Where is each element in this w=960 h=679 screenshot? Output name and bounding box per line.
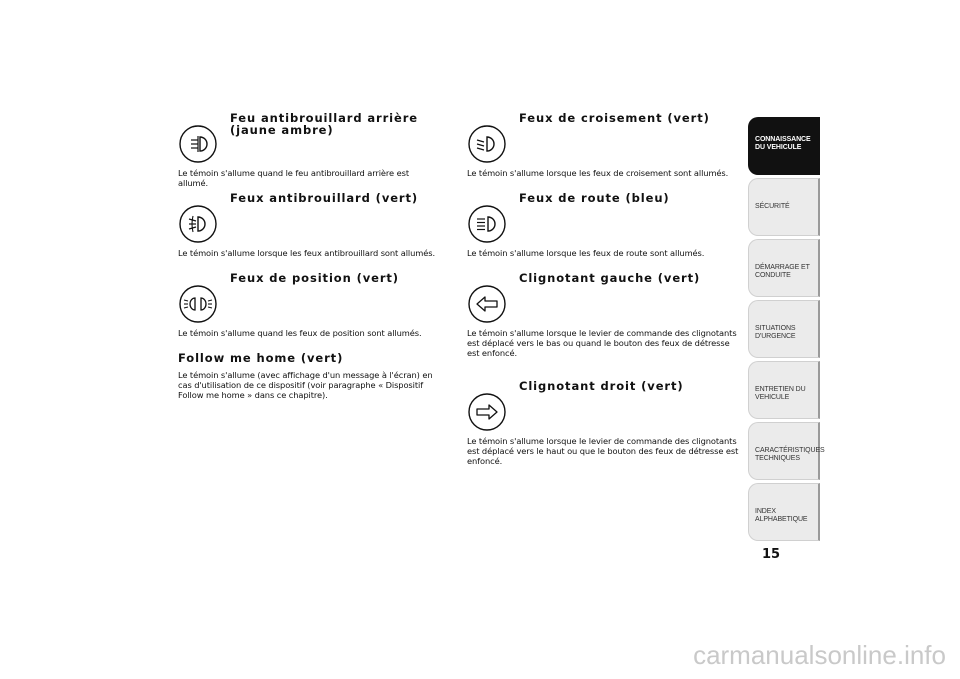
page-number: 15: [762, 547, 781, 562]
right-indicator-entry: [467, 380, 739, 466]
follow-me-home-desc: Le témoin s'allume (avec affichage d'un message à l'écran) en cas d'utilisation de ce dispositif (voir paragraphe « Dispositif Follow me home » dans ce chapitre).: [178, 370, 433, 400]
high-beam-title: Feux de route (bleu): [519, 191, 670, 205]
right-indicator-desc: Le témoin s'allume lorsque le levier de commande des clignotants est déplacé vers le haut ou que le bouton des feux de détresse est enfoncé.: [467, 436, 739, 466]
right-column: [467, 112, 739, 466]
tab-caracteristiques[interactable]: CARACTÉRISTIQUES TECHNIQUES: [748, 422, 820, 480]
front-fog-desc: Le témoin s'allume lorsque les feux antibrouillard sont allumés.: [178, 248, 436, 258]
position-lights-title: Feux de position (vert): [230, 271, 399, 285]
rear-fog-title: Feu antibrouillard arrière (jaune ambre): [230, 111, 418, 137]
tab-entretien[interactable]: ENTRETIEN DU VEHICULE: [748, 361, 820, 419]
tab-situations[interactable]: SITUATIONS D'URGENCE: [748, 300, 820, 358]
left-indicator-entry: [467, 272, 739, 380]
left-indicator-title: Clignotant gauche (vert): [519, 271, 701, 285]
rear-fog-desc: Le témoin s'allume quand le feu antibrouillard arrière est allumé.: [178, 168, 409, 188]
low-beam-entry: [467, 112, 739, 192]
tab-index[interactable]: INDEX ALPHABETIQUE: [748, 483, 820, 541]
position-lights-entry: [178, 272, 440, 352]
left-indicator-desc: Le témoin s'allume lorsque le levier de commande des clignotants est déplacé vers le bas ou quand le bouton des feux de détresse est enfoncé.: [467, 328, 737, 358]
follow-me-home-title: Follow me home (vert): [178, 351, 344, 365]
front-fog-title: Feux antibrouillard (vert): [230, 191, 419, 205]
left-column: [178, 112, 440, 400]
rear-fog-light-icon: [178, 124, 218, 164]
right-indicator-title: Clignotant droit (vert): [519, 379, 684, 393]
low-beam-icon: [467, 124, 507, 164]
low-beam-desc: Le témoin s'allume lorsque les feux de croisement sont allumés.: [467, 168, 729, 178]
tab-connaissance[interactable]: CONNAISSANCE DU VEHICULE: [748, 117, 820, 175]
position-lights-icon: [178, 284, 218, 324]
position-lights-desc: Le témoin s'allume quand les feux de position sont allumés.: [178, 328, 422, 338]
high-beam-entry: [467, 192, 739, 272]
tab-demarrage[interactable]: DÉMARRAGE ET CONDUITE: [748, 239, 820, 297]
watermark: carmanualsonline.info: [693, 640, 946, 670]
tab-securite[interactable]: SÉCURITÉ: [748, 178, 820, 236]
high-beam-desc: Le témoin s'allume lorsque les feux de route sont allumés.: [467, 248, 705, 258]
high-beam-icon: [467, 204, 507, 244]
left-arrow-icon: [467, 284, 507, 324]
rear-fog-entry: [178, 112, 440, 192]
low-beam-title: Feux de croisement (vert): [519, 111, 710, 125]
front-fog-light-icon: [178, 204, 218, 244]
follow-me-home-entry: [178, 352, 440, 400]
chapter-sidebar: [748, 117, 825, 544]
right-arrow-icon: [467, 392, 507, 432]
front-fog-entry: [178, 192, 440, 272]
